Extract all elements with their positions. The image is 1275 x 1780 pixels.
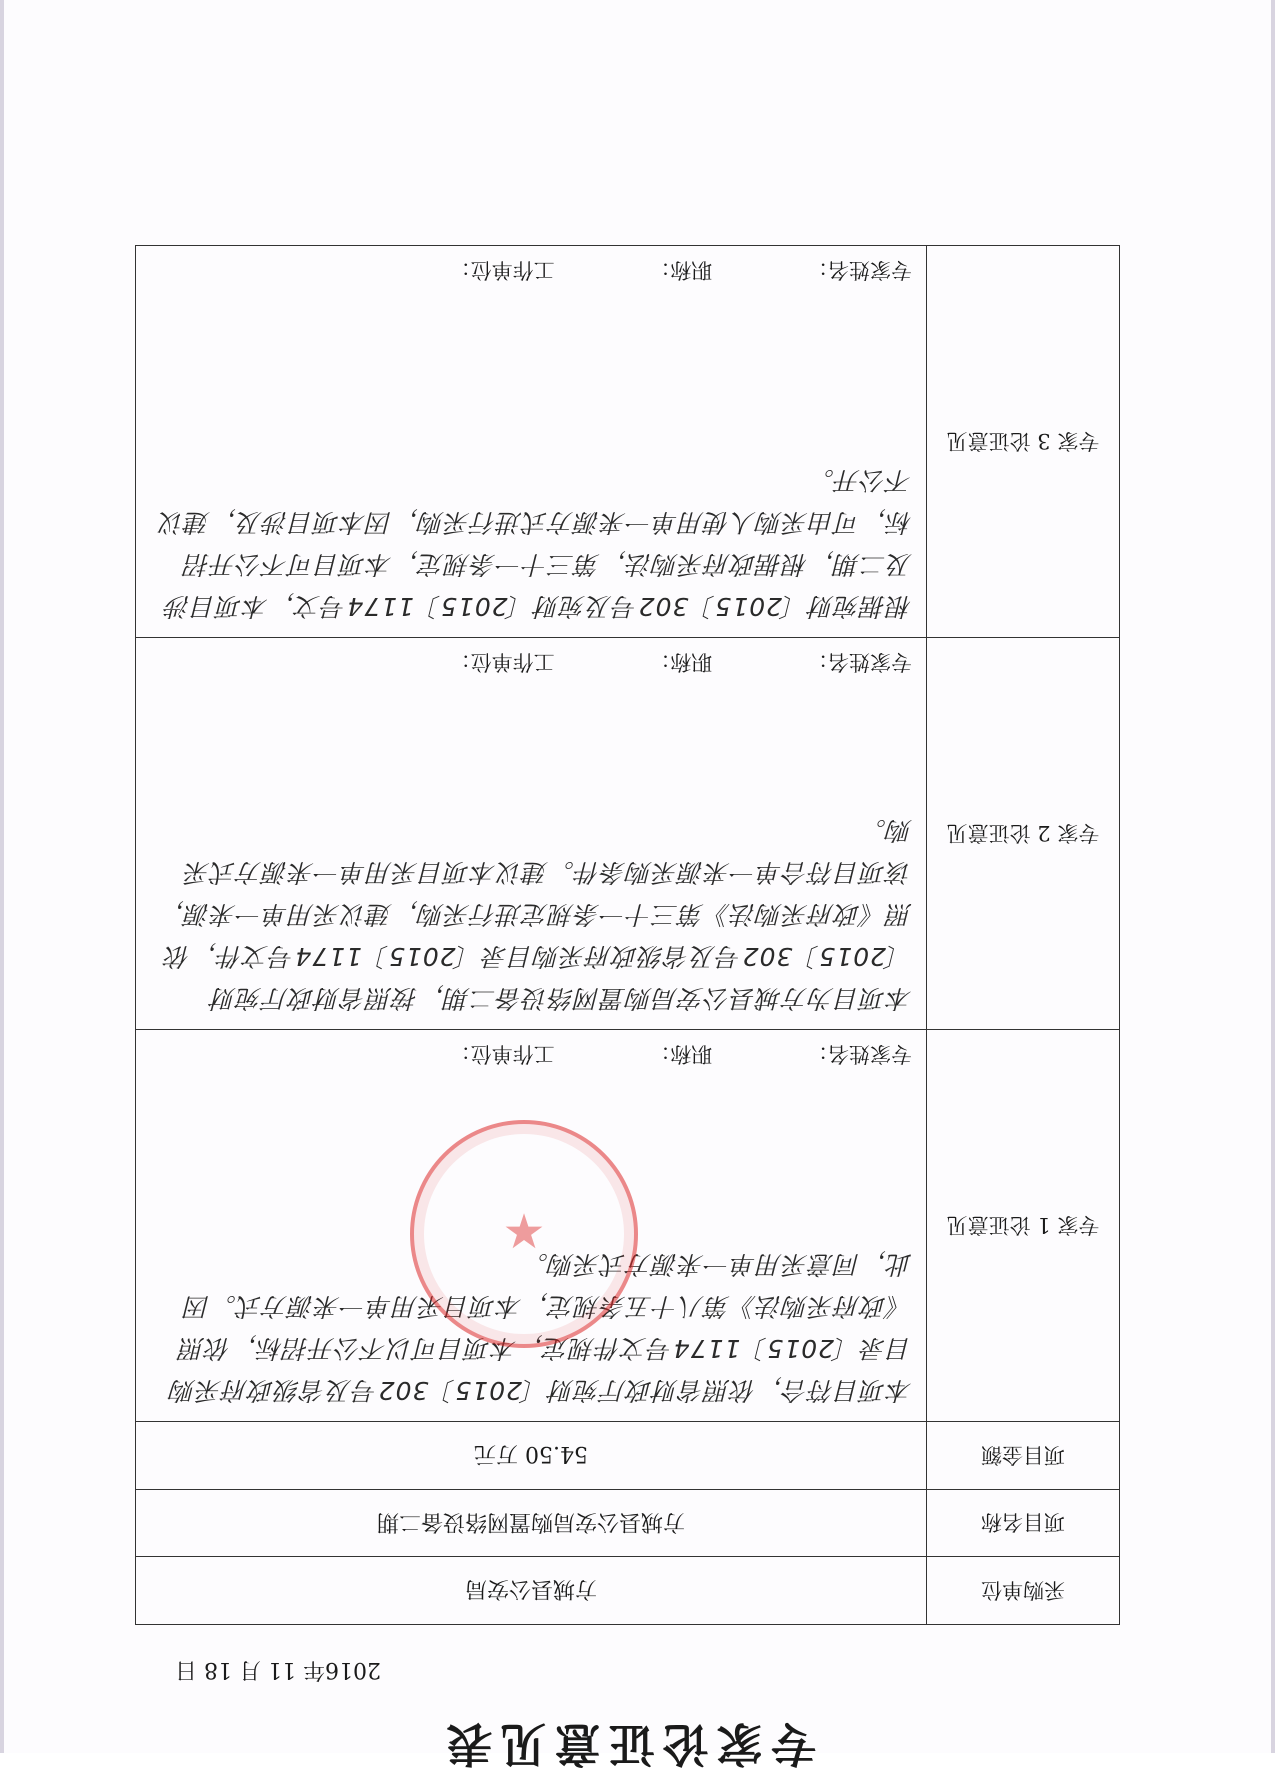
expert-3-opinion-cell bbox=[136, 246, 927, 638]
expert-3-unit-label: 工作单位： bbox=[449, 258, 555, 282]
expert-1-name-label: 专家姓名： bbox=[807, 1042, 912, 1067]
expert-3-opinion: 根据宛财〔2015〕302号及宛财〔2015〕1174号文，本项目涉及二期，根据政府采购法，第三十一条规定，本项目可不公开招标，可由采购人使用单一来源方式进行采购，因本项目涉及，建议不公开。 bbox=[157, 466, 912, 622]
expert-2-label: 专家 2 论证意见 bbox=[927, 638, 1120, 1030]
row-purchaser bbox=[136, 1557, 1120, 1625]
official-seal-stamp bbox=[410, 1120, 638, 1348]
expert-1-label: 专家 1 论证意见 bbox=[927, 1030, 1120, 1422]
row-expert-2 bbox=[136, 638, 1120, 1030]
scan-edge-right bbox=[1271, 0, 1275, 1753]
expert-1-opinion: 本项目符合，依照省财政厅宛财〔2015〕302号及省级政府采购目录〔2015〕1174号文件规定，本项目可以不公开招标，依照《政府采购法》第八十五条规定，本项目采用单一来源方式。因此，同意采用单一来源方式采购。 bbox=[169, 1250, 912, 1406]
document-title: 专家论证意见表 bbox=[438, 1717, 817, 1771]
row-project-name bbox=[136, 1489, 1120, 1557]
project-amount-value: 54.50 万元 bbox=[136, 1422, 927, 1490]
row-project-amount bbox=[136, 1422, 1120, 1490]
document-date: 2016年 11 月 18 日 bbox=[175, 1657, 381, 1682]
seal-star-icon: ★ bbox=[502, 1204, 546, 1260]
expert-1-unit-label: 工作单位： bbox=[449, 1042, 555, 1067]
expert-2-unit-label: 工作单位： bbox=[449, 650, 555, 675]
expert-2-name-label: 专家姓名： bbox=[807, 650, 912, 675]
purchaser-label: 采购单位 bbox=[927, 1557, 1120, 1625]
project-name-label: 项目名称 bbox=[927, 1489, 1120, 1557]
expert-2-opinion-cell bbox=[136, 638, 927, 1030]
expert-3-title-label: 职称： bbox=[649, 258, 713, 282]
project-amount-label: 项目金额 bbox=[927, 1422, 1120, 1490]
form-table bbox=[135, 245, 1120, 1625]
expert-2-title-label: 职称： bbox=[649, 650, 713, 675]
purchaser-value: 方城县公安局 bbox=[136, 1557, 927, 1625]
expert-2-signature-line bbox=[150, 648, 912, 678]
project-name-value: 方城县公安局购置网络设备二期 bbox=[136, 1489, 927, 1557]
expert-3-signature-line bbox=[150, 256, 912, 286]
expert-1-title-label: 职称： bbox=[649, 1042, 713, 1067]
scan-edge-left bbox=[0, 0, 4, 1753]
expert-3-label: 专家 3 论证意见 bbox=[927, 246, 1120, 638]
expert-3-name-label: 专家姓名： bbox=[807, 258, 912, 282]
row-expert-3 bbox=[136, 246, 1120, 638]
expert-opinion-form bbox=[135, 245, 1120, 1771]
expert-2-opinion: 本项目为方城县公安局购置网络设备二期，按照省财政厅宛财〔2015〕302号及省级政府采购目录〔2015〕1174号文件，依照《政府采购法》第三十一条规定进行采购，建议采用单一来源，该项目符合单一来源采购条件。建议本项目采用单一来源方式采购。 bbox=[157, 816, 912, 1014]
expert-1-signature-line bbox=[150, 1040, 912, 1070]
